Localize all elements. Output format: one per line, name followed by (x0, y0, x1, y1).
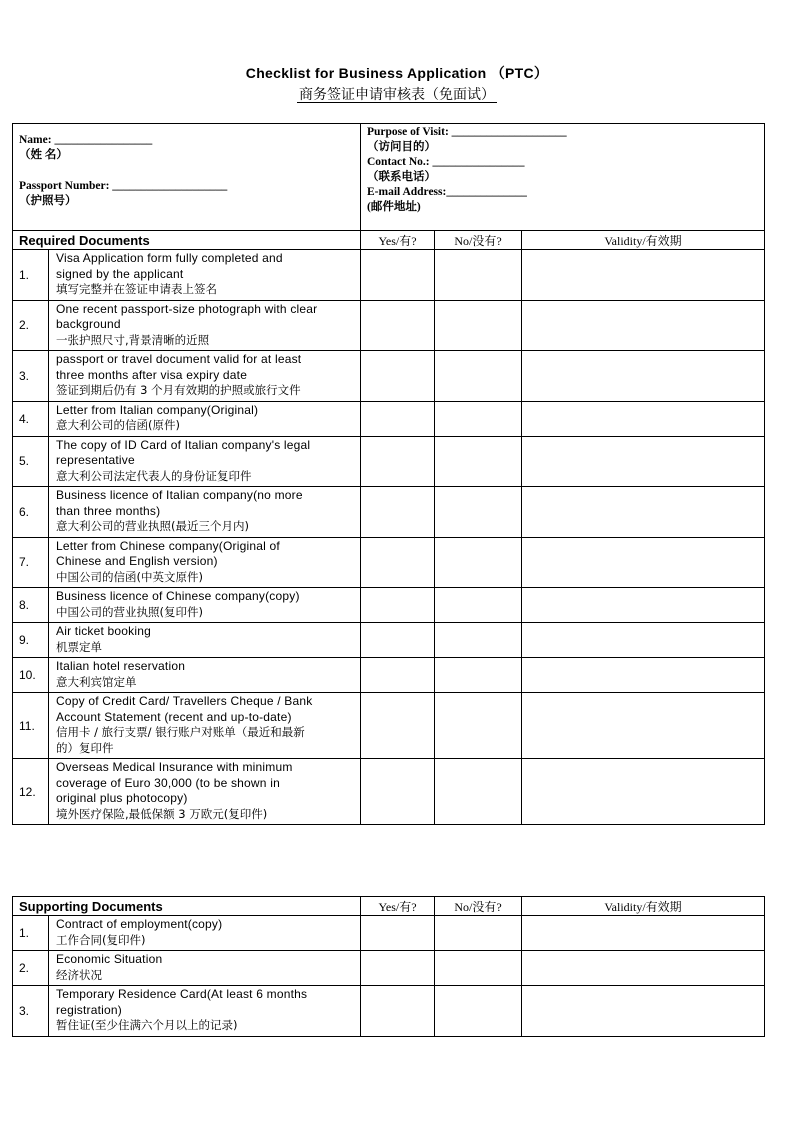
description-cn-line: 意大利公司法定代表人的身份证复印件 (56, 468, 252, 483)
yes-checkbox-cell[interactable] (361, 986, 435, 1037)
validity-cell[interactable] (522, 250, 765, 301)
no-checkbox-cell[interactable] (435, 436, 522, 487)
document-row (13, 401, 765, 436)
row-number: 10. (13, 658, 49, 693)
row-number: 9. (13, 623, 49, 658)
applicant-identity-cell (13, 124, 361, 231)
description-cn-line: 中国公司的营业执照(复印件) (56, 604, 203, 619)
supporting-rows (13, 916, 765, 1037)
required-rows (13, 250, 765, 825)
validity-cell[interactable] (522, 351, 765, 402)
validity-cell[interactable] (522, 537, 765, 588)
yes-checkbox-cell[interactable] (361, 351, 435, 402)
document-row (13, 623, 765, 658)
description-cn-line: 填写完整并在签证申请表上签名 (56, 282, 217, 296)
validity-cell[interactable] (522, 951, 765, 986)
description-cn-line: 机票定单 (56, 639, 102, 654)
email-address-field[interactable]: E-mail Address:______________ (367, 186, 527, 198)
yes-checkbox-cell[interactable] (361, 588, 435, 623)
yes-checkbox-cell[interactable] (361, 436, 435, 487)
no-checkbox-cell[interactable] (435, 759, 522, 825)
description-en-line: Chinese and English version) (56, 554, 218, 568)
description-en-line: three months after visa expiry date (56, 367, 248, 382)
document-title: Checklist for Business Application （PTC） (245, 65, 549, 81)
row-number: 4. (13, 401, 49, 436)
row-number: 6. (13, 487, 49, 538)
no-column-header: No/没有? (435, 231, 522, 250)
document-row (13, 537, 765, 588)
yes-checkbox-cell[interactable] (361, 759, 435, 825)
description-en-line: coverage of Euro 30,000 (to be shown in (56, 775, 280, 790)
applicant-contact-cell (361, 124, 765, 231)
description-en-line: The copy of ID Card of Italian company's legal (56, 437, 311, 452)
document-row (13, 986, 765, 1037)
no-checkbox-cell[interactable] (435, 401, 522, 436)
yes-checkbox-cell[interactable] (361, 623, 435, 658)
description-cn-line: 意大利宾馆定单 (56, 674, 137, 689)
yes-column-header: Yes/有? (361, 231, 435, 250)
document-description (49, 351, 361, 402)
validity-cell[interactable] (522, 693, 765, 759)
document-description (49, 436, 361, 487)
contact-number-field[interactable]: Contact No.: ________________ (367, 156, 525, 168)
yes-checkbox-cell[interactable] (361, 658, 435, 693)
document-row (13, 250, 765, 301)
document-description (49, 916, 361, 951)
description-cn-line: 暂住证(至少住满六个月以上的记录) (56, 1018, 238, 1032)
document-row (13, 351, 765, 402)
description-cn-line: 经济状况 (56, 967, 102, 982)
document-description (49, 986, 361, 1037)
description-en-line: representative (56, 453, 135, 467)
description-en-line: original plus photocopy) (56, 791, 188, 805)
document-row (13, 487, 765, 538)
description-en-line: signed by the applicant (56, 266, 184, 281)
yes-checkbox-cell[interactable] (361, 401, 435, 436)
description-en-line: Contract of employment(copy) (56, 917, 223, 931)
supporting-documents-table (12, 896, 765, 1037)
document-description (49, 487, 361, 538)
document-row (13, 300, 765, 351)
no-checkbox-cell[interactable] (435, 693, 522, 759)
row-number: 3. (13, 986, 49, 1037)
validity-cell[interactable] (522, 588, 765, 623)
document-description (49, 250, 361, 301)
description-cn-line: 的）复印件 (56, 740, 114, 755)
validity-cell[interactable] (522, 487, 765, 538)
yes-checkbox-cell[interactable] (361, 487, 435, 538)
applicant-info-row (13, 124, 765, 231)
validity-column-header: Validity/有效期 (522, 231, 765, 250)
validity-cell[interactable] (522, 759, 765, 825)
description-en-line: registration) (56, 1002, 122, 1017)
no-checkbox-cell[interactable] (435, 351, 522, 402)
description-en-line: Letter from Chinese company(Original of (56, 538, 280, 553)
yes-column-header: Yes/有? (361, 897, 435, 916)
document-description (49, 537, 361, 588)
document-row (13, 658, 765, 693)
document-subtitle (0, 84, 794, 104)
document-row (13, 951, 765, 986)
row-number: 1. (13, 916, 49, 951)
yes-checkbox-cell[interactable] (361, 537, 435, 588)
validity-cell[interactable] (522, 623, 765, 658)
yes-checkbox-cell[interactable] (361, 951, 435, 986)
no-checkbox-cell[interactable] (435, 623, 522, 658)
description-cn-line: 意大利公司的营业执照(最近三个月内) (56, 519, 249, 533)
document-description (49, 300, 361, 351)
row-number: 8. (13, 588, 49, 623)
description-en-line: Air ticket booking (56, 624, 151, 638)
no-checkbox-cell[interactable] (435, 487, 522, 538)
description-en-line: passport or travel document valid for at least (56, 352, 302, 366)
passport-cn-label: （护照号） (19, 195, 77, 207)
document-description (49, 951, 361, 986)
document-description (49, 401, 361, 436)
no-checkbox-cell[interactable] (435, 537, 522, 588)
name-field[interactable]: Name: _________________ (19, 134, 153, 146)
no-checkbox-cell[interactable] (435, 300, 522, 351)
description-cn-line: 签证到期后仍有 3 个月有效期的护照或旅行文件 (56, 383, 301, 397)
description-cn-line: 信用卡 / 旅行支票/ 银行账户对账单（最近和最新 (56, 725, 305, 739)
description-en-line: background (56, 317, 121, 331)
validity-cell[interactable] (522, 658, 765, 693)
yes-checkbox-cell[interactable] (361, 693, 435, 759)
description-en-line: Visa Application form fully completed and (56, 251, 283, 265)
document-row (13, 693, 765, 759)
document-description (49, 658, 361, 693)
row-number: 2. (13, 951, 49, 986)
description-en-line: Temporary Residence Card(At least 6 months (56, 987, 308, 1001)
required-header-row (13, 231, 765, 250)
no-checkbox-cell[interactable] (435, 951, 522, 986)
no-checkbox-cell[interactable] (435, 250, 522, 301)
no-checkbox-cell[interactable] (435, 986, 522, 1037)
description-cn-line: 工作合同(复印件) (56, 932, 146, 947)
document-description (49, 588, 361, 623)
validity-cell[interactable] (522, 300, 765, 351)
document-description (49, 693, 361, 759)
no-checkbox-cell[interactable] (435, 588, 522, 623)
row-number: 3. (13, 351, 49, 402)
description-cn-line: 境外医疗保险,最低保额 3 万欧元(复印件) (56, 806, 268, 821)
description-en-line: Economic Situation (56, 952, 163, 966)
description-en-line: Business licence of Chinese company(copy) (56, 589, 300, 603)
purpose-of-visit-field[interactable]: Purpose of Visit: ____________________ (367, 126, 567, 138)
document-description (49, 759, 361, 825)
description-cn-line: 中国公司的信函(中英文原件) (56, 569, 203, 584)
supporting-header-row (13, 897, 765, 916)
document-row (13, 759, 765, 825)
description-en-line: Business licence of Italian company(no more (56, 488, 303, 502)
validity-cell[interactable] (522, 916, 765, 951)
row-number: 5. (13, 436, 49, 487)
yes-checkbox-cell[interactable] (361, 916, 435, 951)
row-number: 2. (13, 300, 49, 351)
validity-cell[interactable] (522, 986, 765, 1037)
document-description (49, 623, 361, 658)
no-checkbox-cell[interactable] (435, 658, 522, 693)
no-checkbox-cell[interactable] (435, 916, 522, 951)
description-cn-line: 一张护照尺寸,背景清晰的近照 (56, 332, 210, 347)
supporting-documents-heading: Supporting Documents (13, 897, 361, 916)
description-en-line: Letter from Italian company(Original) (56, 402, 259, 417)
description-en-line: Copy of Credit Card/ Travellers Cheque / Bank (56, 694, 313, 708)
contact-cn-label: （联系电话） (367, 171, 436, 183)
required-documents-heading: Required Documents (13, 231, 361, 250)
validity-cell[interactable] (522, 436, 765, 487)
yes-checkbox-cell[interactable] (361, 250, 435, 301)
validity-column-header: Validity/有效期 (522, 897, 765, 916)
no-column-header: No/没有? (435, 897, 522, 916)
description-en-line: than three months) (56, 503, 161, 518)
email-cn-label: (邮件地址) (367, 201, 421, 213)
document-row (13, 916, 765, 951)
document-row (13, 436, 765, 487)
purpose-cn-label: （访问目的） (367, 141, 436, 153)
yes-checkbox-cell[interactable] (361, 300, 435, 351)
name-cn-label: （姓 名） (19, 149, 68, 161)
passport-number-field[interactable]: Passport Number: ____________________ (19, 180, 228, 192)
row-number: 12. (13, 759, 49, 825)
row-number: 11. (13, 693, 49, 759)
description-en-line: One recent passport-size photograph with clear (56, 301, 318, 316)
document-row (13, 588, 765, 623)
required-documents-table (12, 123, 765, 825)
subtitle-text: 商务签证申请审核表（免面试） (299, 86, 495, 102)
description-en-line: Italian hotel reservation (56, 659, 186, 673)
description-en-line: Overseas Medical Insurance with minimum (56, 760, 293, 774)
row-number: 1. (13, 250, 49, 301)
description-en-line: Account Statement (recent and up-to-date) (56, 709, 292, 724)
description-cn-line: 意大利公司的信函(原件) (56, 418, 180, 432)
validity-cell[interactable] (522, 401, 765, 436)
row-number: 7. (13, 537, 49, 588)
